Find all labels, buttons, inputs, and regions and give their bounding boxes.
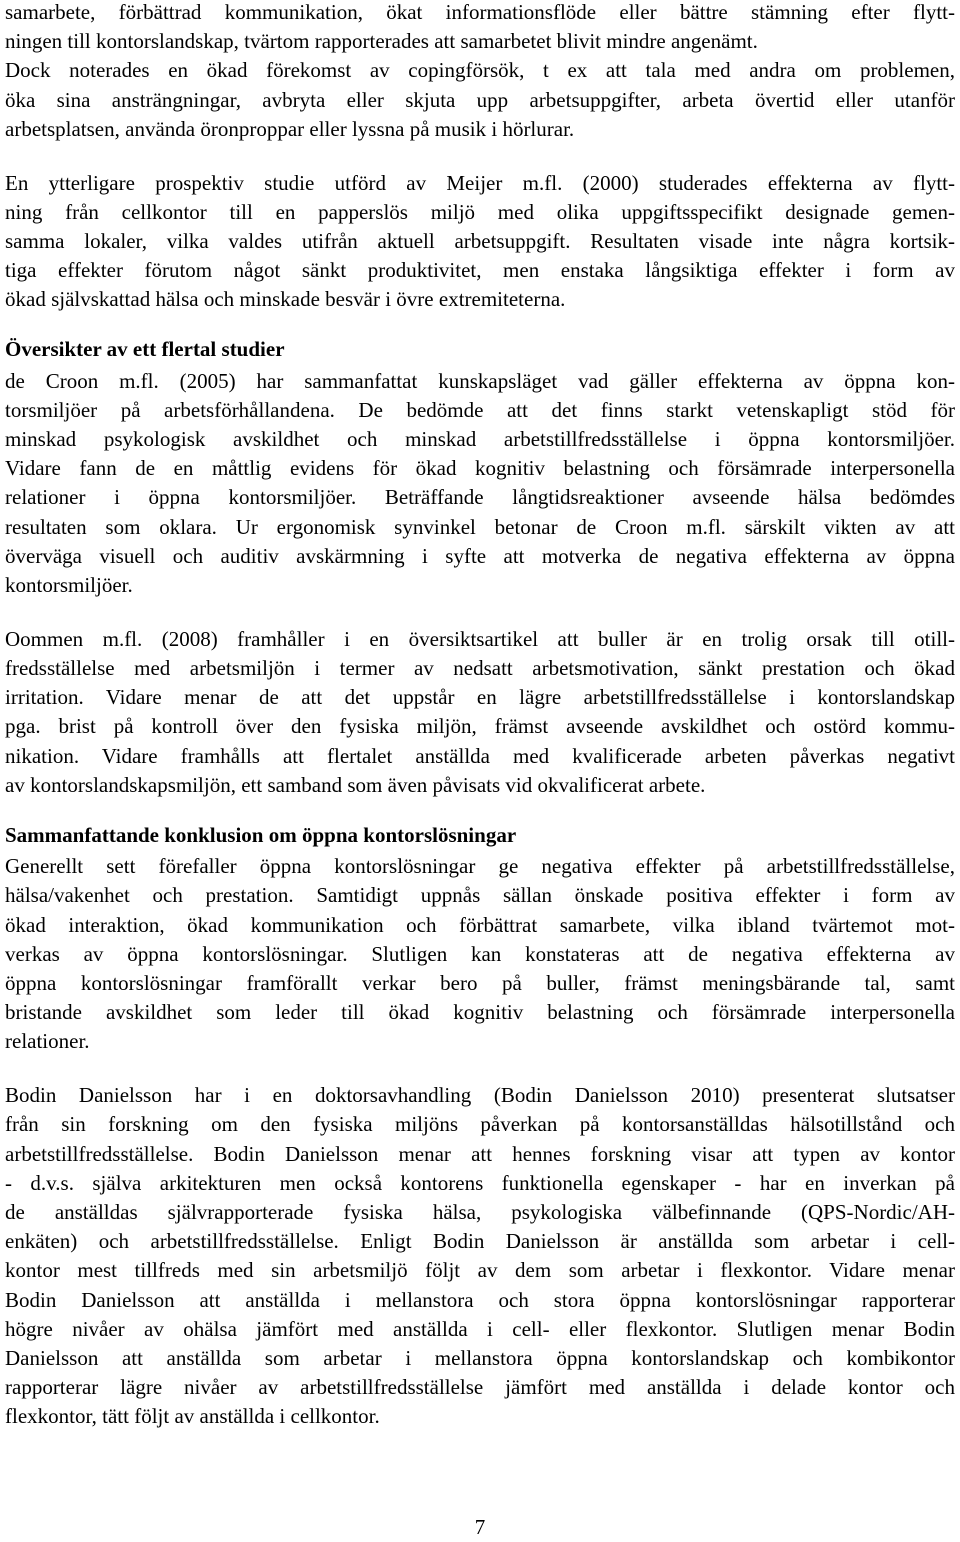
page-number: 7 xyxy=(474,1515,486,1539)
paragraph-line: kontor mest tillfreds med sin arbetsmiljö följt av dem som arbetar i flexkontor. Vidare menar xyxy=(5,1258,955,1282)
paragraph-line: Bodin Danielsson att anställda i mellanstora och stora öppna kontorslösningar rapporterar xyxy=(5,1288,955,1312)
paragraph-line: Bodin Danielsson har i en doktorsavhandling (Bodin Danielsson 2010) presenterat slutsatser xyxy=(5,1083,955,1107)
paragraph-line: från sin forskning om den fysiska miljöns påverkan på kontorsanställdas hälsotillstånd och xyxy=(5,1112,955,1136)
paragraph-line: de Croon m.fl. (2005) har sammanfattat kunskapsläget vad gäller effekterna av öppna kon- xyxy=(5,369,955,393)
paragraph-line: Danielsson att anställda som arbetar i mellanstora öppna kontorslandskap och kombikontor xyxy=(5,1346,955,1370)
paragraph-line: minskad psykologisk avskildhet och minskad arbetstillfredsställelse i öppna kontorsmiljöer. xyxy=(5,427,955,451)
paragraph-line: Generellt sett förefaller öppna kontorslösningar ge negativa effekter på arbetstillfredsställelse, xyxy=(5,854,955,878)
section-heading: Översikter av ett flertal studier xyxy=(5,337,285,361)
paragraph-line: tiga effekter förutom något sänkt produktivitet, men enstaka långsiktiga effekter i form av xyxy=(5,258,955,282)
paragraph-line: resultaten som oklara. Ur ergonomisk synvinkel betonar de Croon m.fl. särskilt vikten av att xyxy=(5,515,955,539)
paragraph-line: relationer i öppna kontorsmiljöer. Beträffande långtidsreaktioner avseende hälsa bedömdes xyxy=(5,485,955,509)
paragraph-line: pga. brist på kontroll över den fysiska miljön, främst avseende avskildhet och ostörd kommu- xyxy=(5,714,955,738)
paragraph-line: de anställdas självrapporterade fysiska hälsa, psykologiska välbefinnande (QPS-Nordic/AH- xyxy=(5,1200,955,1224)
paragraph-line: samma lokaler, vilka valdes utifrån aktuell arbetsuppgift. Resultaten visade inte några kortsik- xyxy=(5,229,955,253)
paragraph-line: öka sina ansträngningar, avbryta eller skjuta upp arbetsuppgifter, arbeta övertid eller utanför xyxy=(5,88,955,112)
paragraph-line: bristande avskildhet som leder till ökad kognitiv belastning och försämrade interpersonella xyxy=(5,1000,955,1024)
paragraph-line: - d.v.s. själva arkitekturen men också kontorens funktionella egenskaper - har en inverkan på xyxy=(5,1171,955,1195)
paragraph-line: överväga visuell och auditiv avskärmning i syfte att motverka de negativa effekterna av öppna xyxy=(5,544,955,568)
paragraph-line: öppna kontorslösningar framförallt verkar bero på buller, främst meningsbärande tal, samt xyxy=(5,971,955,995)
paragraph-line: En ytterligare prospektiv studie utförd av Meijer m.fl. (2000) studerades effekterna av flytt- xyxy=(5,171,955,195)
paragraph-line: samarbete, förbättrad kommunikation, ökat informationsflöde eller bättre stämning efter flytt- xyxy=(5,0,955,24)
paragraph-line: enkäten) och arbetstillfredsställelse. Enligt Bodin Danielsson är anställda som arbetar i cell- xyxy=(5,1229,955,1253)
paragraph-line: av kontorslandskapsmiljön, ett samband som även påvisats vid okvalificerat arbete. xyxy=(5,773,706,797)
paragraph-line: nikation. Vidare framhålls att flertalet anställda med kvalificerade arbeten påverkas negativt xyxy=(5,744,955,768)
paragraph-line: arbetstillfredsställelse. Bodin Danielsson menar att hennes forskning visar att typen av kontor xyxy=(5,1142,955,1166)
paragraph-line: flexkontor, tätt följt av anställda i cellkontor. xyxy=(5,1404,380,1428)
paragraph-line: ning från cellkontor till en papperslös miljö med olika uppgiftsspecifikt designade gemen- xyxy=(5,200,955,224)
paragraph-line: Dock noterades en ökad förekomst av copingförsök, t ex att tala med andra om problemen, xyxy=(5,58,955,82)
paragraph-line: hälsa/vakenhet och prestation. Samtidigt uppnås sällan önskade positiva effekter i form av xyxy=(5,883,955,907)
paragraph-line: Oommen m.fl. (2008) framhåller i en översiktsartikel att buller är en trolig orsak till otill- xyxy=(5,627,955,651)
paragraph-line: relationer. xyxy=(5,1029,90,1053)
paragraph-line: rapporterar lägre nivåer av arbetstillfredsställelse jämfört med anställda i delade kontor och xyxy=(5,1375,955,1399)
paragraph-line: ökad interaktion, ökad kommunikation och förbättrat samarbete, vilka ibland tvärtemot mot- xyxy=(5,913,955,937)
paragraph-line: ningen till kontorslandskap, tvärtom rapporterades att samarbetet blivit mindre angenämt. xyxy=(5,29,758,53)
paragraph-line: irritation. Vidare menar de att det uppstår en lägre arbetstillfredsställelse i kontorslandskap xyxy=(5,685,955,709)
paragraph-line: ökad självskattad hälsa och minskade besvär i övre extremiteterna. xyxy=(5,287,566,311)
paragraph-line: torsmiljöer på arbetsförhållandena. De bedömde att det finns starkt vetenskapligt stöd för xyxy=(5,398,955,422)
paragraph-line: verkas av öppna kontorslösningar. Slutligen kan konstateras att de negativa effekterna av xyxy=(5,942,955,966)
paragraph-line: arbetsplatsen, använda öronproppar eller lyssna på musik i hörlurar. xyxy=(5,117,575,141)
section-heading: Sammanfattande konklusion om öppna kontorslösningar xyxy=(5,823,517,847)
paragraph-line: kontorsmiljöer. xyxy=(5,573,133,597)
paragraph-line: högre nivåer av ohälsa jämfört med anställda i cell- eller flexkontor. Slutligen menar Bodin xyxy=(5,1317,955,1341)
paragraph-line: Vidare fann de en måttlig evidens för ökad kognitiv belastning och försämrade interpersonella xyxy=(5,456,955,480)
paragraph-line: fredsställelse med arbetsmiljön i termer av nedsatt arbetsmotivation, sänkt prestation och ökad xyxy=(5,656,955,680)
